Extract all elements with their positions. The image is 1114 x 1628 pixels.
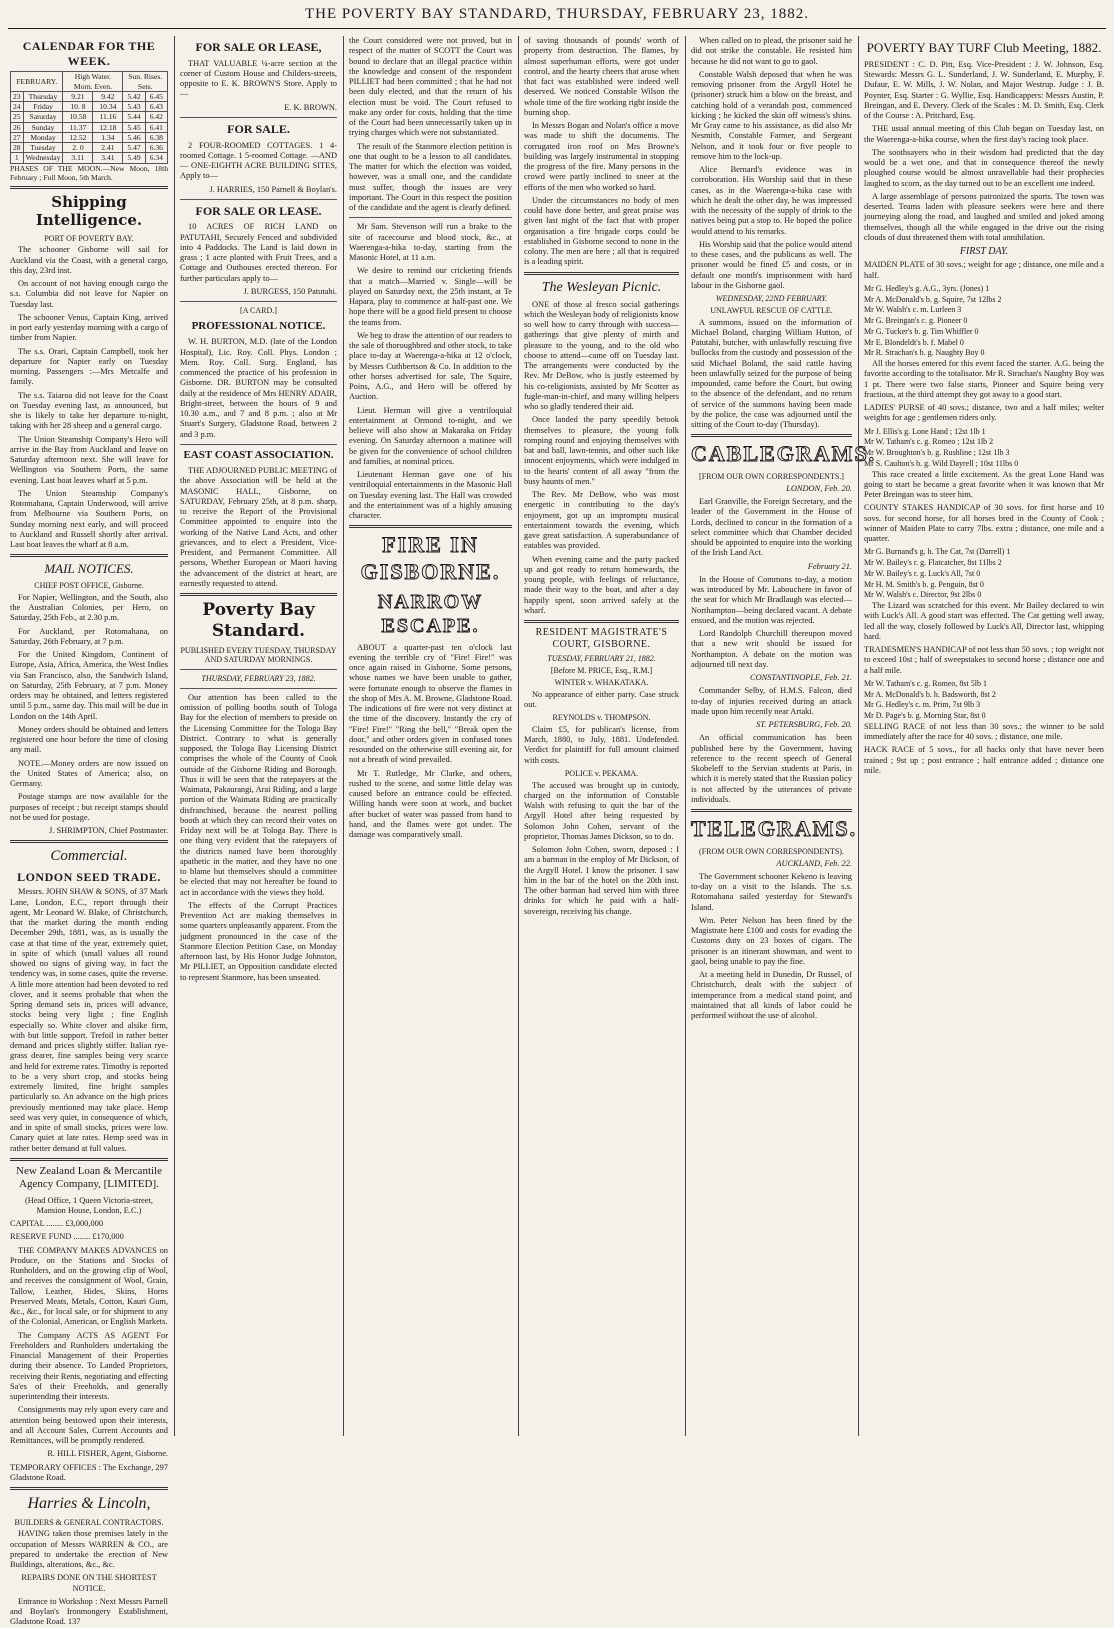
case-title: WINTER v. WHAKATAKA. (554, 677, 649, 687)
case-paragraph: Constable Walsh deposed that when he was removing prisoner from the Argyll Hotel he (prisoner) struck him a blow on the breast, and catching hold of a verandah post, commenced kicking ; he kicked the skin off witness's shins. Mr Gray came to his assistance, as did also Mr Nesmith, Constable Farmer, and Sergeant Nelson, and it took four or five people to remove him to the lock-up. (691, 69, 852, 161)
fire-paragraph: of saving thousands of pounds' worth of property from destruction. The flames, by almost superhuman efforts, were got under control, and the hearty cheers that arose when that fact was established were indeed well deserved. We noticed Constable Wilson the whole time of the fire working right inside the burning shop. (524, 36, 679, 117)
calendar-header: High Water. Morn. Even. (63, 72, 123, 92)
race-title: SELLING RACE of not less than 30 sovs.; the winner to be sold immediately after the race for 40 sovs. ; distance, one mile. (864, 721, 1104, 742)
wednesday-heading: WEDNESDAY, 22ND FEBRUARY. (715, 294, 828, 303)
divider (180, 444, 337, 445)
news-paragraph: The result of the Stanmore election petition is one that ought to be a lesson to all candidates. The matter for which the election was voided, however, was a small one, and the candidate must suffer, though the issues are very important. The Court in this respect the position of the candidate and the agent is clearly defined. (349, 141, 512, 212)
divider (691, 434, 852, 437)
column-6 (864, 36, 1104, 1436)
race-entry: Mr G. Hedley's g. A.G., 3yrs. (Jones) 1 (864, 283, 990, 293)
telegrams-subtitle: (FROM OUR OWN CORRESPONDENTS). (699, 846, 844, 856)
race-entry: Mr W. Walsh's c. m. Lurleen 3 (864, 305, 962, 315)
race-entry: Mr G. Tucker's b. g. Tim Whiffler 0 (864, 326, 979, 336)
fire-paragraph: ABOUT a quarter-past ten o'clock last evening the terrible cry of "Fire! Fire!" was once again raised in Gisborne. Some persons, whose names we have been unable to gather, were fortunate enough to observe the flames in the shop of Mrs A. M. Browne, Gladstone Road. The indications of fire were not very distinct at the time of the discovery. Instantly the cry of "Fire! Fire!" "Ring the bell," "Break open the door," and other orders given in confused tones resounded on the otherwise still evening air, for not a breath of wind prevailed. (349, 642, 512, 765)
sale3-body: 10 ACRES OF RICH LAND on PATUTAHI, Securely Fenced and subdivided into 4 Paddocks. The Land is laid down in grass ; 1 acre planted with Fruit Trees, and a Cottage and Outhouses erected thereon. For further particulars apply to— (180, 222, 337, 283)
paper-published: PUBLISHED EVERY TUESDAY, THURSDAY AND SATURDAY MORNINGS. (180, 645, 337, 665)
column-1 (10, 36, 168, 1627)
divider (10, 840, 168, 843)
sale2-signature: J. HARRIES, 150 Parnell & Boylan's. (209, 184, 337, 194)
case-paragraph: Claim £5, for publican's license, from March, 1880, to July, 1881. Undefended. Verdict for plaintiff for full amount claimed with costs. (524, 724, 679, 765)
first-day-heading: FIRST DAY. (959, 246, 1009, 258)
news-paragraph: We beg to draw the attention of our readers to the sale of thoroughbred and other stock, to take place to-day at Waerenga-a-hika at 12 o'clock, by Messrs Cuthbertson & Co. In addition to the other horses advertised for sale, The Squire, Poins, A.G., and Hero will be offered by Auction. (349, 330, 512, 402)
calendar-table (10, 71, 168, 163)
divider (349, 217, 512, 218)
eca-body: THE ADJOURNED PUBLIC MEETING of the above Association will be held at the MASONIC HALL, Gisborne, on SATURDAY, February 25th, at 8 p.m. sharp, to receive the Report of the Provisional Committee appointed to enquire into the working of the Native Land Acts, and other grievances, and to elect a President, Vice-President, and Permanent Committee. All persons, Whether European or Maori having the advancement of the district at heart, are earnestly requested to attend. (180, 466, 337, 588)
editorial-paragraph: The effects of the Corrupt Practices Prevention Act are making themselves in some quarters unpleasantly apparent. From the judgment pronounced in the case of the Stanmore Election Petition Case, on Monday afternoon last, by His Honor Judge Johnston, Mr PILLIET, an Opposition candidate elected to represent Stanmore, has been unseated. (180, 900, 337, 982)
table-row: 28 Tuesday 2. 0 2.41 5.47 6.36 (11, 143, 168, 153)
shipping-title: Shipping Intelligence. (35, 193, 143, 230)
paper-date: THURSDAY, FEBRUARY 23, 1882. (201, 674, 316, 684)
case-paragraph: A summons, issued on the information of Michael Boland, charging William Hutton, of Patutahi, butcher, with unlawfully rescuing five bullocks from the custody and possession of the said Michael Boland, the said cattle having been unlawfully seized for the purpose of being impounded, came before the Court, but owing to the absence of the defendant, and no return of service of the summons having been made by the police, the case was adjourned until the sitting of the Court to-day (Thursday). (691, 317, 852, 429)
dateline: AUCKLAND, Feb. 22. (776, 858, 852, 868)
sale1-title: FOR SALE OR LEASE, (195, 40, 322, 54)
divider (180, 117, 337, 118)
sale1-body: THAT VALUABLE ¼-acre section at the corner of Custom House and Childers-streets, opposite to E. K. BROWN'S Store. Apply to— (180, 58, 337, 99)
race-paragraph: The Lizard was scratched for this event. Mr Bailey declared to win with Luck's All. A good start was effected. The Cat getting well away, led all the way, closely followed by Luck's All, Director last, whipping hard. (864, 601, 1104, 641)
race-title: LADIES' PURSE of 40 sovs.; distance, two and a half miles; welter weights for age ; gentlemen riders only. (864, 403, 1104, 423)
mail-item: Money orders should be obtained and letters registered one hour before the time of closing any mail. (10, 724, 168, 755)
harries-body: REPAIRS DONE ON THE SHORTEST NOTICE. (21, 1573, 157, 1593)
race-title: COUNTY STAKES HANDICAP of 30 sovs. for first horse and 10 sovs. for second horse, for all horses bred in the County of Cook ; winner of Maiden Plate to carry 7lbs. extra ; distance, one mile and a quarter. (864, 503, 1104, 544)
fire-title: FIRE IN GISBORNE. (360, 532, 501, 585)
fire-paragraph: Under the circumstances no body of men could have done better, and great praise was given last night of the fact that with proper organisation a fire brigade corps could be established in Gisborne second to none in the colony. The men are here ; all that is required is a leading spirit. (524, 195, 679, 267)
race-entry: Mr W. Tatham's c. g. Romeo, 8st 5lb 1 (864, 678, 987, 688)
cable-paragraph: Lord Randolph Churchill thereupon moved that a new writ should be issued for Northampton. A debate on the motion was adjourned till next day. (691, 629, 852, 669)
capital-line: CAPITAL ........ £3,000,000 (10, 1219, 104, 1229)
column-rule (174, 36, 175, 1436)
shipping-item: The schooner Venus, Captain King, arrived in port early yesterday morning with a cargo of timber from Napier. (10, 312, 168, 343)
nzl-signature: R. HILL FISHER, Agent, Gisborne. (47, 1449, 168, 1459)
sale2-body: 2 FOUR-ROOMED COTTAGES. 1 4-roomed Cottage. 1 5-roomed Cottage. —AND— ONE-EIGHTH ACRE BUILDING SITES, Apply to— (180, 140, 337, 181)
calendar-title: CALENDAR FOR THE WEEK. (22, 39, 156, 68)
race-entry: Mr S. Caulton's b. g. Wild Dayrell ; 10st 11lbs 0 (864, 458, 1019, 468)
case-title: POLICE v. PEKAMA. (564, 768, 639, 778)
turf-club-title: POVERTY BAY TURF Club Meeting, 1882. (866, 40, 1102, 55)
dateline: LONDON, Feb. 20. (786, 483, 852, 493)
column-rule (858, 36, 859, 1436)
mail-item: Postage stamps are now available for the purposes of receipt ; but receipt stamps should not be used for postage. (10, 792, 168, 822)
divider (10, 1158, 168, 1161)
column-rule (343, 36, 344, 1436)
harries-body: Entrance to Workshop : Next Messrs Parnell and Boylan's Ironmongery Establishment, Gladstone Road. 137 (10, 1596, 168, 1627)
cable-paragraph: Earl Granville, the Foreign Secretary, and the leader of the Government in the House of Lords, declined to concur in the formation of a select committee which that Chamber decided should be appointed to enquire into the working of the Irish Land Act. (691, 497, 852, 558)
shipping-item: The schooner Gisborne will sail for Auckland via the Coast, with a general cargo, this day, 23rd inst. (10, 245, 168, 275)
divider (691, 809, 852, 812)
cable-paragraph: Commander Selby, of H.M.S. Falcon, died to-day of injuries received during an attack made upon him recently near Artaki. (691, 686, 852, 716)
nzl-offices: TEMPORARY OFFICES : The Exchange, 297 Gladstone Road. (10, 1462, 168, 1482)
picnic-paragraph: The Rev. Mr DeBow, who was most energetic in contributing to the day's enjoyment, got up an impromptu musical entertainment towards the evening, which gave great satisfaction. A superabundance of eatables was provided. (524, 490, 679, 551)
paper-title: Poverty Bay Standard. (202, 600, 315, 641)
table-row: 25 Saturday 10.58 11.16 5.44 6.42 (11, 112, 168, 122)
table-row: 26 Sunday 11.37 12.18 5.45 6.41 (11, 122, 168, 132)
mail-item: For Napier, Wellington, and the South, also the Australian Colonies, per Hero, on Saturday, 25th Feb., at 2.30 p.m. (10, 592, 168, 623)
column-3 (349, 36, 512, 1436)
divider (180, 688, 337, 689)
eca-title: EAST COAST ASSOCIATION. (183, 448, 334, 461)
case-paragraph: Solomon John Cohen, sworn, deposed : I am a barman in the employ of Mr Dickson, of the Argyll Hotel. I know the prisoner. I saw him in the bar of the hotel on the 20th inst. The other barman had served him with three drinks for which he paid with a half-sovereign, receiving his change. (524, 845, 679, 916)
seed-trade-body: Messrs. JOHN SHAW & SONS, of 37 Mark Lane, London, E.C., report through their agent, Mr Leonard W. Blake, of Christchurch, that the market during the month ending December 29th, 1881, was, as is usually the case at that time of the year, extremely quiet, in spite of which (small values all round showed no signs of giving way, in fact the tendency was, in some cases, quite the reverse. A little more attention had been devoted to red clover, and it seems probable that when the Spring demand sets in, prices will advance, stocks being very light ; fine English especially so. White clover and alsike firm, with but little support. Trefoil in rather better demand and prices slightly stiffer. Italian rye-grass dearer, fine samples being very scarce and held for extreme rates. Timothy is reported to be a very short crop, and stocks being extremely limited, fine bright samples particularly so. An advance on the high prices previously mentioned may take place. Hemp seed was very quiet, in consequence of which, and in spite of small stocks, prices were low. Canary quiet at late rates. Hemp seed was in rather better demand at full values. (10, 887, 168, 1153)
harries-body: HAVING taken those premises lately in the occupation of Messrs WARREN & CO., are prepared to undertake the erection of New Buildings, alterations, &c., &c. (10, 1529, 168, 1570)
race-entry: Mr R. Strachan's b. g. Naughty Boy 0 (864, 348, 985, 358)
case-title: REYNOLDS v. THOMPSON. (552, 713, 651, 723)
race-entry: Mr J. Ellis's g. Lone Hand ; 12st 1lb 1 (864, 426, 986, 436)
telegrams-title: TELEGRAMS. (691, 816, 858, 842)
turf-paragraph: The soothsayers who in their wisdom had predicted that the day would be a wet one, and that in consequence thereof the newly ploughed course would be almost unravellable had their prophecies laughed to scorn, as the day turned out to be an excellent one indeed. (864, 147, 1104, 188)
divider (180, 593, 337, 596)
dateline: ST. PETERSBURG, Feb. 20. (756, 720, 852, 730)
professional-body: W. H. BURTON, M.D. (late of the London Hospital), Lic. Roy. Coll. Phys. London ; Mem. Roy. Coll. Surg. England, has commenced the practice of his profession in Gisborne. DR. BURTON may be consulted daily at the residence of Mrs HENRY ADAIR, Bright-street, between the hours of 9 and 10.30 a.m., and 7 and 8 p.m. ; also at Mr Stuart's Surgery, Gladstone Road, between 2 and 3 p.m. (180, 337, 337, 439)
reserve-line: RESERVE FUND ........ £170,000 (10, 1232, 124, 1242)
case-paragraph: When called on to plead, the prisoner said he did not strike the constable. He resisted him because he did not want to go to gaol. (691, 36, 852, 66)
card-title: [A CARD.] (240, 306, 277, 316)
cablegrams-subtitle: [FROM OUR OWN CORRESPONDENTS.] (699, 472, 844, 482)
race-paragraph: This race created a little excitement. As the great Lone Hand was going to start he became a great favorite when it was known that Mr Peter Breingan was to steer him. (864, 469, 1104, 500)
table-row: 1 Wednesday 3.11 3.41 5.49 6.34 (11, 153, 168, 163)
rm-court-before: [Before M. PRICE, Esq., R.M.] (550, 666, 653, 676)
race-entry: Mr A. McDonald's b. g. Squire, 7st 12lbs 2 (864, 294, 1002, 304)
race-entry: Mr E. Blondeldt's b. f. Mabel 0 (864, 337, 964, 347)
nzl-title: New Zealand Loan & Mercantile Agency Company, [LIMITED]. (16, 1164, 162, 1191)
picnic-paragraph: Once landed the party speedily betook themselves to pleasure, the young folk romping round and enjoying themselves with bat and ball, lawn-tennis, and other such like innocent enjoyments, which were indulged in to the hearts' content of all away "from the busy haunts of men." (524, 415, 679, 486)
race-entry: Mr A. McDonald's b. h. Badsworth, 8st 2 (864, 689, 996, 699)
nzl-body: The Company ACTS AS AGENT For Freeholders and Runholders undertaking the Financial Management of their Properties during their absence. To Landed Proprietors, receiving their Rents, negotiating and effecting Sa'es of their Freeholds, and generally superintending their interests. (10, 1330, 168, 1402)
news-paragraph: the Court considered were not proved, but in respect of the matter of SCOTT the Court was bound to declare that an illegal practice within the knowledge and consent of the respondent PILLIET had been committed ; that he had not been duly elected, and that the return of his election must be void. The Court refused to make any order for costs, holding that the time of the Court had been unnecessarily taken up in trying charges which were not substantiated. (349, 36, 512, 138)
column-rule (518, 36, 519, 1436)
table-row: 23 Thursday 9.21 9.42 5.42 6.45 (11, 91, 168, 101)
dateline: CONSTANTINOPLE, Feb. 21. (750, 673, 852, 683)
fire-paragraph: Mr T. Rutledge, Mr Clarke, and others, rushed to the scene, and some little delay was caused before an entrance could be effected. Willing hands were soon at work, and bucket after bucket of water was passed from hand to hand, and the flames were got under. The damage was comparatively small. (349, 768, 512, 840)
calendar-header: FEBRUARY. (11, 72, 63, 92)
race-entry: Mr W. Broughton's b. g. Rushline ; 12st 1lb 3 (864, 448, 1010, 458)
case-paragraph: The accused was brought up in custody, charged on the information of Constable Walsh with refusing to quit the bar of the Argyll Hotel after being requested by Solomon John Cohen, servant of the proprietor, Thomas James Dickson, so to do. (524, 780, 679, 841)
cable-paragraph: An official communication has been published here by the Government, having reference to the recent speech of General Skobeleff to the Servian students at Paris, in which it is merely stated that the Russian policy is not affected by the utterances of private individuals. (691, 733, 852, 804)
column-2 (180, 36, 337, 1436)
commercial-title: Commercial. (50, 848, 128, 865)
divider (180, 199, 337, 200)
race-entry: Mr D. Page's b. g. Morning Star, 8st 0 (864, 711, 986, 721)
rm-court-date: TUESDAY, FEBRUARY 21, 1882. (547, 654, 656, 664)
masthead: THE POVERTY BAY STANDARD, THURSDAY, FEBRUARY 23, 1882. (304, 6, 810, 22)
case-paragraph: His Worship said that the police would attend to these cases, and the publicans as well. The prisoner would be fined £5 and costs, or in default one month's imprisonment with hard labour in the Gisborne gaol. (691, 239, 852, 290)
nzl-office: (Head Office, 1 Queen Victoria-street, Mansion House, London, E.C.) (24, 1195, 153, 1215)
divider (10, 186, 168, 189)
rm-court-title: RESIDENT MAGISTRATE'S COURT, GISBORNE. (535, 627, 668, 651)
sale2-title: FOR SALE. (227, 121, 290, 136)
case-title: UNLAWFUL RESCUE OF CATTLE. (710, 305, 833, 315)
news-paragraph: We desire to remind our cricketing friends that a match—Married v. Single—will be played on Saturday next, the 25th instant, at Te Hapara, play to commence at half-past one. We hope there will be a good field present to choose the teams from. (349, 266, 512, 327)
column-4 (524, 36, 679, 1436)
race-paragraph: All the horses entered for this event faced the starter. A.G. being the favorite according to the totalisator. Mr R. Strachan's Naughty Boy was 1 pt. There were two false starts, Pioneer and Squire being very fractious, at the third attempt they got away to a good start. (864, 359, 1104, 399)
divider (180, 669, 337, 670)
picnic-title: The Wesleyan Picnic. (541, 279, 662, 295)
nzl-body: THE COMPANY MAKES ADVANCES on Produce, on the Stations and Stocks of Runholders, and on the growing clip of Wool, and receives the consignment of Wool, Grain, Tallow, Leather, Hides, Skins, Horns Preserved Meats, Metals, Cotton, Kauri Gum, &c., &c., for local sale, or for shipment to any of the Colonial, American, or English Markets. (10, 1245, 168, 1327)
race-entry: Mr W. Bailey's r. g. Luck's All, 7st 0 (864, 568, 981, 578)
cablegrams-title: CABLEGRAMS. (691, 441, 877, 467)
mail-subheading: CHIEF POST OFFICE, Gisborne. (34, 581, 144, 591)
seed-trade-title: LONDON SEED TRADE. (17, 869, 161, 884)
race-entry: Mr W. Bailey's r. g. Flatcatcher, 8st 11lbs 2 (864, 558, 1002, 568)
news-paragraph: Mr Sam. Stevenson will run a brake to the site of racecourse and blood stock, &c., at Waerenga-a-hika to-day, starting from the Masonic Hotel, at 11 a.m. (349, 222, 512, 262)
divider (524, 620, 679, 623)
case-paragraph: No appearance of either party. Case struck out. (524, 689, 679, 709)
race-title: HACK RACE of 5 sovs., for all hacks only that have never been trained ; 9st up ; post entrance ; half entrance added ; distance one mile. (864, 745, 1104, 775)
race-entry: Mr G. Hedley's c. m. Prim, 7st 9lb 3 (864, 700, 981, 710)
divider (10, 1487, 168, 1490)
picnic-paragraph: ONE of those al fresco social gatherings which the Wesleyan body of religionists know so well how to carry through with success—gatherings that give plenty of mirth and pleasure to the young, and to the old who choose to attend—came off on Tuesday last. The arrangements were conducted by the Rev. Mr DeBow, who is justly esteemed by his co-religionists, assisted by Mr Scotter as fugle-man-in-chief, and many willing helpers who so gladly tendered their aid. (524, 299, 680, 412)
news-paragraph: Lieut. Herman will give a ventriloquial entertainment at Ormond to-night, and we believe will also show at Makaraka on Friday evening. On Saturday afternoon a matinee will be given for the convenience of school children and families, at nominal prices. (349, 405, 512, 466)
telegram-paragraph: The Government schooner Kekeno is leaving to-day on a visit to the Islands. The s.s. Rotomahana sailed yesterday for Steward's Island. (691, 871, 852, 912)
case-paragraph: Alice Bernard's evidence was in corroboration. His Worship said that in these cases, as in the Waerenga-a-hika case with which he dealt the other day, he was impressed with the necessity of the supply of drink to the natives being put a stop to. He hoped the police would attend to his remarks. (691, 165, 852, 236)
picnic-paragraph: When evening came and the party packed up and got ready to return homewards, the young people, with feelings of reluctance, made their way to the boat, and after a day happily spent, soon arrived safely at the wharf. (524, 554, 679, 615)
harries-title: Harries & Lincoln, (27, 1495, 151, 1513)
moon-phases: PHASES OF THE MOON.—New Moon, 18th February ; Full Moon, 5th March. (10, 163, 168, 182)
divider (349, 525, 512, 528)
race-entry: Mr G. Burnand's g. h. The Cat, 7st (Darrell) 1 (864, 547, 1011, 557)
editorial-paragraph: Our attention has been called to the omission of polling booths south of Tologa Bay for the election of members to preside on the Licensing Committee for the Tologa Bay District. Contrary to what is generally supposed, the Tologa Bay Licensing District comprises the whole of the County of Cook outside of the Gisborne Riding and Borough. Thus it will be seen that the ratepayers at the Waimata, Pakaurangi, Arai Riding, and a large portion of the Waimata Riding are practically disfranchised, because the nearest polling booth at which they can record their votes on Friday next will be at Tologa Bay. There is one thing very evident that the ratepayers of the districts named have been thoroughly apathetic in the matter, and they have no one to blame but themselves should a committee be elected that may not hereafter be found to act in accordance with the views they hold. (180, 692, 337, 897)
shipping-item: The Union Steamship Company's Hero will arrive in the Bay from Auckland and leave on Saturday afternoon next. She will leave for Wellington via Southern Ports, the same evening. Last boat leaves wharf at 5 p.m. (10, 434, 168, 485)
telegram-paragraph: At a meeting held in Dunedin, Dr Russel, of Christchurch, dealt with the subject of intemperance from a medical stand point, and maintained that all kinds of labor could be performed without the use of alcohol. (691, 970, 852, 1021)
telegram-paragraph: Wm. Peter Nelson has been fined by the Magistrate here £100 and costs for evading the Customs duty on 23 boxes of cigars. The prisoner is an itinerant showman, and went to gaol, being unable to pay the fine. (691, 915, 852, 966)
calendar-header: Sun. Rises. Sets. (123, 72, 168, 92)
sale3-signature: J. BURGESS, 150 Patutahi. (243, 286, 337, 296)
race-title: TRADESMEN'S HANDICAP of not less than 50 sovs. ; top weight not to exceed 10st ; half of sweepstakes to second horse ; distance one and a half mile. (864, 645, 1104, 675)
divider (180, 301, 337, 302)
sale3-title: FOR SALE OR LEASE. (195, 203, 322, 218)
table-row: 27 Monday 12.52 1.34 5.46 6.38 (11, 132, 168, 142)
mail-item: NOTE.—Money orders are now issued on the United States of America; also, on Germany. (10, 758, 168, 789)
sale1-signature: E. K. BROWN. (284, 102, 337, 112)
mail-item: For the United Kingdom, Continent of Europe, Asia, Africa, America, the West Indies via San Francisco, also, the Sandwich Island, on Saturday, 25th February, at 7 p.m. Money orders may be obtained, and letters registered until 5 p.m., same day. This mail will be due in London on the 14th April. (10, 650, 168, 721)
dateline: February 21. (807, 561, 852, 571)
race-entry: Mr G. Breingan's c. g. Pioneer 0 (864, 316, 968, 326)
divider (10, 554, 168, 557)
column-rule (685, 36, 686, 1436)
turf-officials: PRESIDENT : C. D. Pitt, Esq. Vice-President : J. W. Johnson, Esq. Stewards: Messrs G. L. Sunderland, J. W. Sunderland, E. Murphy, F. Dufaur, E. W. Mills, J. W. Nolan, and Major Westrup. Judge : J. B. Poynter, Esq. Starter : G. Wyllie, Esq. Handicappers: Messrs Austin, P. Breingan, and E. Devery. Clerk of the Scales : M. D. Smith, Esq. Clerk of the Course : A. Pritchard, Esq. (864, 59, 1104, 121)
table-row: 24 Friday 10. 8 10.34 5.43 6.43 (11, 102, 168, 112)
port-heading: PORT OF POVERTY BAY. (44, 233, 134, 243)
nzl-body: Consignments may rely upon every care and attention being bestowed upon their interests, and all Account Sales, Current Accounts and Remittances, will be promptly rendered. (10, 1405, 168, 1446)
shipping-item: The s.s. Orari, Captain Campbell, took her departure for Napier early on Tuesday morning. Passengers :—Mrs Metcalfe and family. (10, 346, 168, 387)
professional-title: PROFESSIONAL NOTICE. (191, 319, 326, 332)
masthead-rule (8, 28, 1106, 29)
race-entry: Mr W. Walsh's c. Director, 9st 2lbs 0 (864, 590, 982, 600)
fire-subtitle: NARROW ESCAPE. (377, 590, 484, 638)
harries-subtitle: BUILDERS & GENERAL CONTRACTORS. (14, 1517, 164, 1527)
race-entry: Mr H. M. Smith's b. g. Penguin, 8st 0 (864, 579, 984, 589)
mail-title: MAIL NOTICES. (44, 561, 134, 577)
shipping-item: The Union Steamship Company's Rotomahana, Captain Underwood, will arrive from Melbourne via Southern Ports, on Sunday morning next early, and will proceed to Auckland and Russell shortly after arrival. Last boat leaves the wharf at 8 a.m. (10, 488, 168, 550)
turf-paragraph: A large assemblage of persons patronized the sports. The town was deserted. Teams laden with pleasure seekers were here and there journeying along the road, and laughed and smiled and joked among themselves, though all the while engaged in the drive out the rising clouds of dust threatened them with total annihilation. (864, 191, 1104, 242)
shipping-item: On account of not having enough cargo the s.s. Columbia did not leave for Napier on Tuesday last. (10, 279, 168, 309)
column-5 (691, 36, 877, 1436)
mail-signature: J. SHRIMPTON, Chief Postmaster. (49, 826, 168, 836)
race-entry: Mr W. Tatham's c. g. Romeo ; 12st 1lb 2 (864, 437, 994, 447)
race-title: MAIDEN PLATE of 30 sovs.; weight for age ; distance, one mile and a half. (864, 260, 1104, 280)
news-paragraph: Lieutenant Herman gave one of his ventriloquial entertainments in the Masonic Hall on Tuesday evening last. The Hall was crowded and the entertainment was of a highly amusing character. (349, 470, 512, 520)
shipping-item: The s.s. Taiaroa did not leave for the Coast on Tuesday evening last, as announced, but she is likely to take her departure to-night, taking with her 28 sheep and a general cargo. (10, 390, 168, 431)
cable-paragraph: In the House of Commons to-day, a motion was introduced by Mr. Labouchere in favor of the seat for which Mr Bradlaugh was elected—Northampton—being declared vacant. A debate ensued, and the motion was rejected. (691, 574, 852, 625)
turf-paragraph: THE usual annual meeting of this Club began on Tuesday last, on the Waerenga-a-hika course, when the first day's racing took place. (864, 124, 1104, 144)
divider (524, 272, 679, 275)
mail-item: For Auckland, per Rotomahana, on Saturday, 26th February, at 7 p.m. (10, 626, 168, 646)
fire-paragraph: In Messrs Bogan and Nolan's office a move was made to shift the documents. The corrugated iron roof on Mrs Browne's building was largely instrumental in stopping the progress of the fire. Many persons in the crowd were partly inclined to sneer at the efforts of the men who worked so hard. (524, 121, 679, 192)
